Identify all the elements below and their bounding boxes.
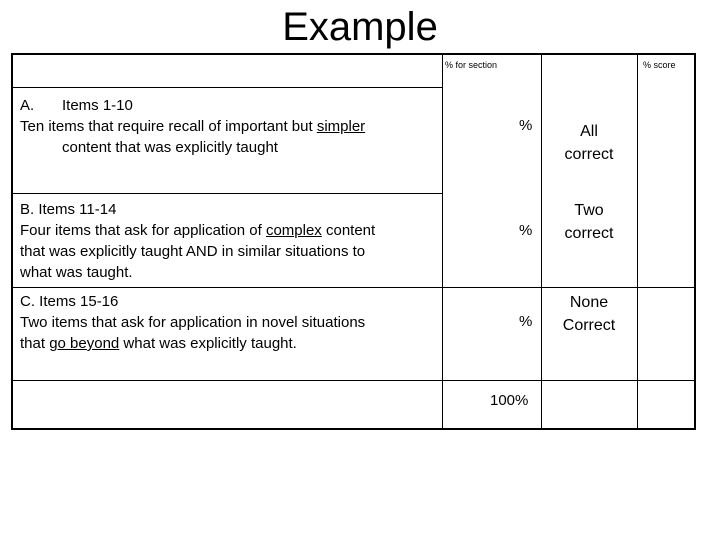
- row-c-score: [542, 291, 636, 337]
- column-divider-3: [637, 55, 638, 428]
- row-c-line2: that: [20, 335, 50, 352]
- row-c-underlined: go beyond: [49, 335, 120, 352]
- row-b-line2: that was explicitly taught AND in similar situations to: [20, 243, 366, 260]
- column-divider-1: [442, 55, 443, 428]
- row-a-score-line1: All: [580, 123, 598, 140]
- row-b-underlined: complex: [265, 222, 322, 239]
- row-a-score: [542, 120, 636, 166]
- total-percent: 100%: [490, 392, 529, 409]
- row-a-heading: Items 1-10: [62, 97, 133, 114]
- row-b-line1: Four items that ask for application of: [20, 222, 266, 239]
- row-c-text: [20, 291, 365, 354]
- row-c-heading: C. Items 15-16: [20, 293, 119, 310]
- row-divider-1: [13, 193, 442, 194]
- row-c-line1: Two items that ask for application in novel situations: [20, 314, 366, 331]
- row-c-percent: %: [519, 313, 533, 330]
- row-divider-3: [13, 380, 694, 381]
- row-b-percent: %: [519, 222, 533, 239]
- row-a-line2: content that was explicitly taught: [62, 139, 278, 156]
- row-b-score-line2: correct: [564, 225, 614, 242]
- row-a-score-line2: correct: [564, 146, 614, 163]
- row-a-label: A.: [20, 97, 35, 114]
- row-c-score-line2: Correct: [562, 317, 616, 334]
- row-b-score: [542, 199, 636, 245]
- row-divider-2: [13, 287, 694, 288]
- row-c-line2-post: what was explicitly taught.: [119, 335, 297, 352]
- row-a-percent: %: [519, 117, 533, 134]
- row-b-score-line1: Two: [574, 202, 604, 219]
- row-c-score-line1: None: [569, 294, 609, 311]
- row-a-text: [20, 95, 365, 158]
- header-percent-score: % score: [643, 60, 676, 70]
- assessment-table: [11, 53, 696, 430]
- row-a-line1: Ten items that require recall of important but: [20, 118, 317, 135]
- row-divider-header: [13, 87, 442, 88]
- row-b-text: [20, 199, 375, 283]
- row-a-underlined: simpler: [316, 118, 366, 135]
- header-percent-for-section: % for section: [445, 60, 498, 70]
- row-b-line3: what was taught.: [20, 264, 133, 281]
- page-title: Example: [282, 5, 438, 49]
- row-b-heading: B. Items 11-14: [20, 201, 117, 218]
- row-b-line1-post: content: [321, 222, 376, 239]
